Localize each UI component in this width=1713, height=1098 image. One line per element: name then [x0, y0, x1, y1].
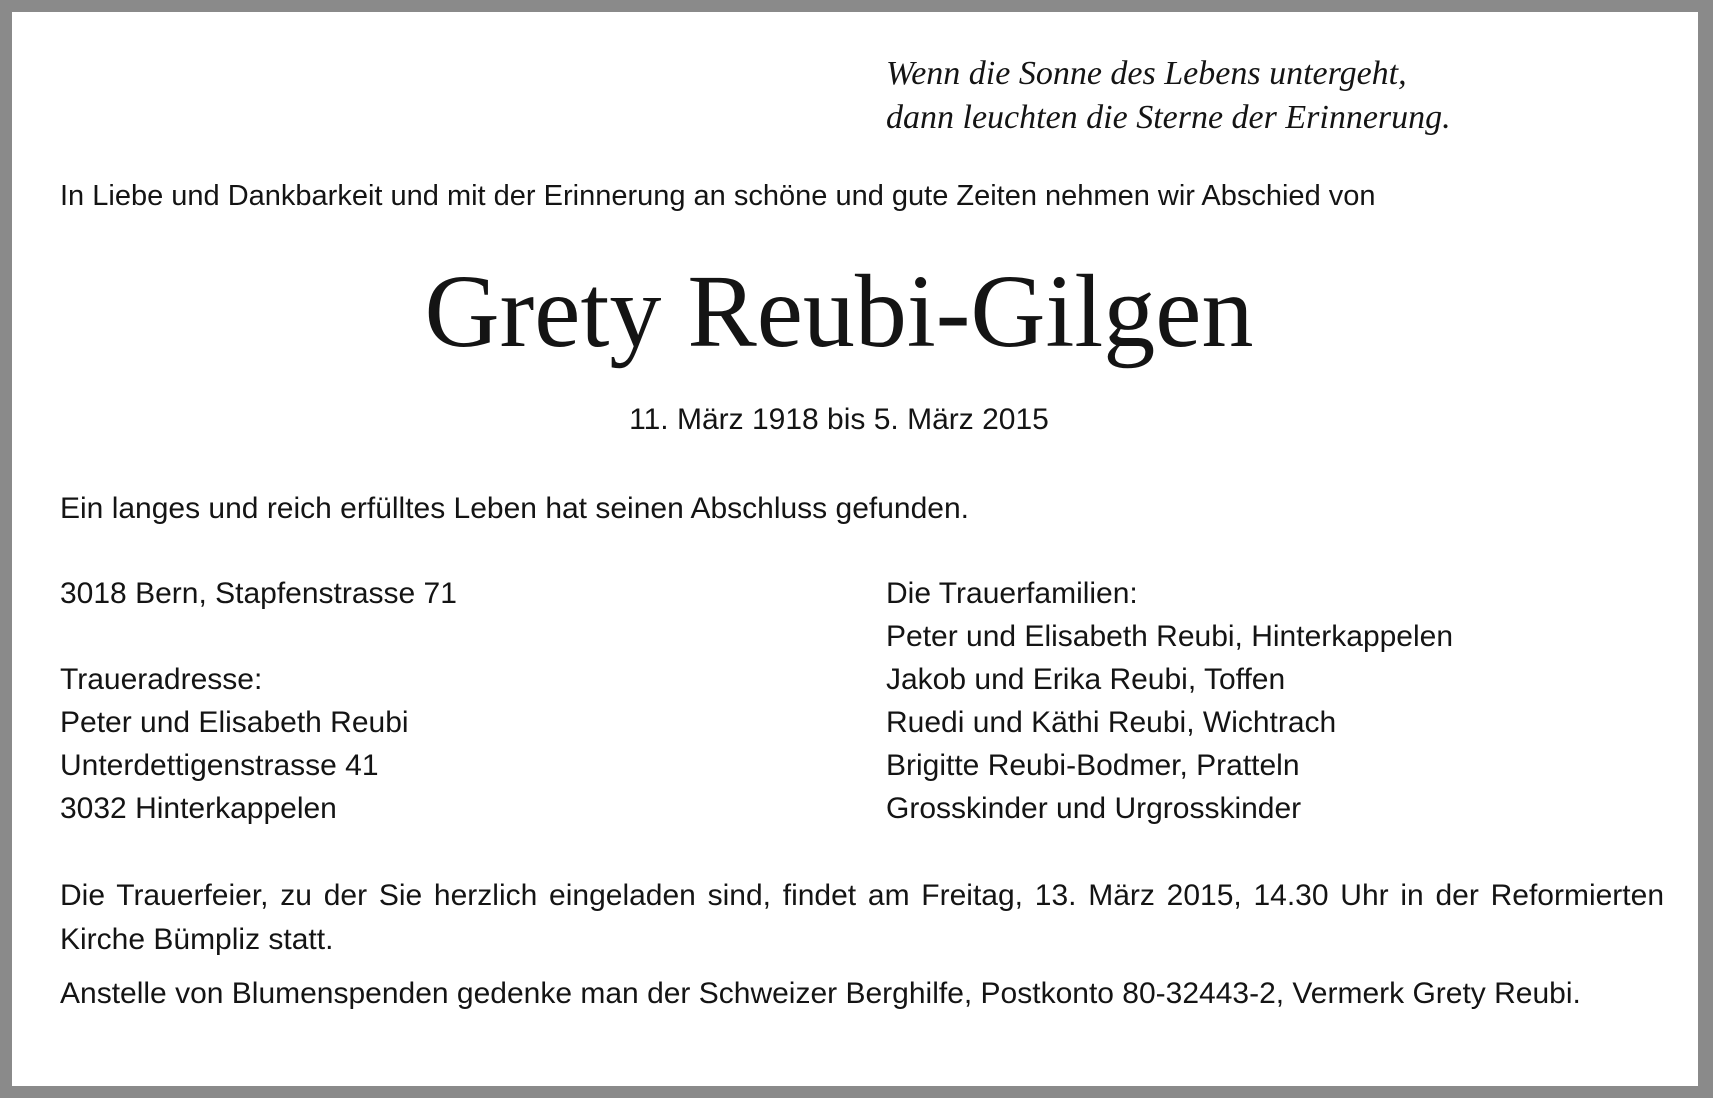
family-member: Jakob und Erika Reubi, Toffen — [886, 663, 1286, 696]
family-member: Brigitte Reubi-Bodmer, Pratteln — [886, 749, 1300, 782]
motto-quote — [886, 52, 1646, 140]
life-statement: Ein langes und reich erfülltes Leben hat seinen Abschluss gefunden. — [60, 492, 969, 525]
mourning-address-line: Unterdettigenstrasse 41 — [60, 749, 379, 782]
mourning-address-line: Peter und Elisabeth Reubi — [60, 706, 409, 739]
address-column — [60, 572, 840, 830]
mourning-address-line: 3032 Hinterkappelen — [60, 792, 337, 825]
families-label: Die Trauerfamilien: — [886, 577, 1138, 610]
deceased-name: Grety Reubi-Gilgen — [424, 254, 1254, 369]
intro-text: In Liebe und Dankbarkeit und mit der Erinnerung an schöne und gute Zeiten nehmen wir Abschied von — [60, 180, 1376, 212]
motto-line-1: Wenn die Sonne des Lebens untergeht, — [886, 55, 1407, 92]
families-column — [886, 572, 1666, 830]
ceremony-info: Die Trauerfeier, zu der Sie herzlich eingeladen sind, findet am Freitag, 13. März 2015, 14.30 Uhr in der Reformierten Kirche Bümpliz statt. — [60, 879, 1664, 956]
obituary-notice — [12, 12, 1698, 1086]
residence-address: 3018 Bern, Stapfenstrasse 71 — [60, 577, 457, 610]
mourning-address-label: Traueradresse: — [60, 663, 263, 696]
life-dates: 11. März 1918 bis 5. März 2015 — [629, 403, 1049, 436]
family-member: Grosskinder und Urgrosskinder — [886, 792, 1302, 825]
motto-line-2: dann leuchten die Sterne der Erinnerung. — [886, 99, 1451, 136]
spacer — [60, 615, 840, 658]
family-member: Ruedi und Käthi Reubi, Wichtrach — [886, 706, 1337, 739]
family-member: Peter und Elisabeth Reubi, Hinterkappelen — [886, 620, 1454, 653]
donation-info: Anstelle von Blumenspenden gedenke man der Schweizer Berghilfe, Postkonto 80-32443-2, Vermerk Grety Reubi. — [60, 977, 1581, 1010]
